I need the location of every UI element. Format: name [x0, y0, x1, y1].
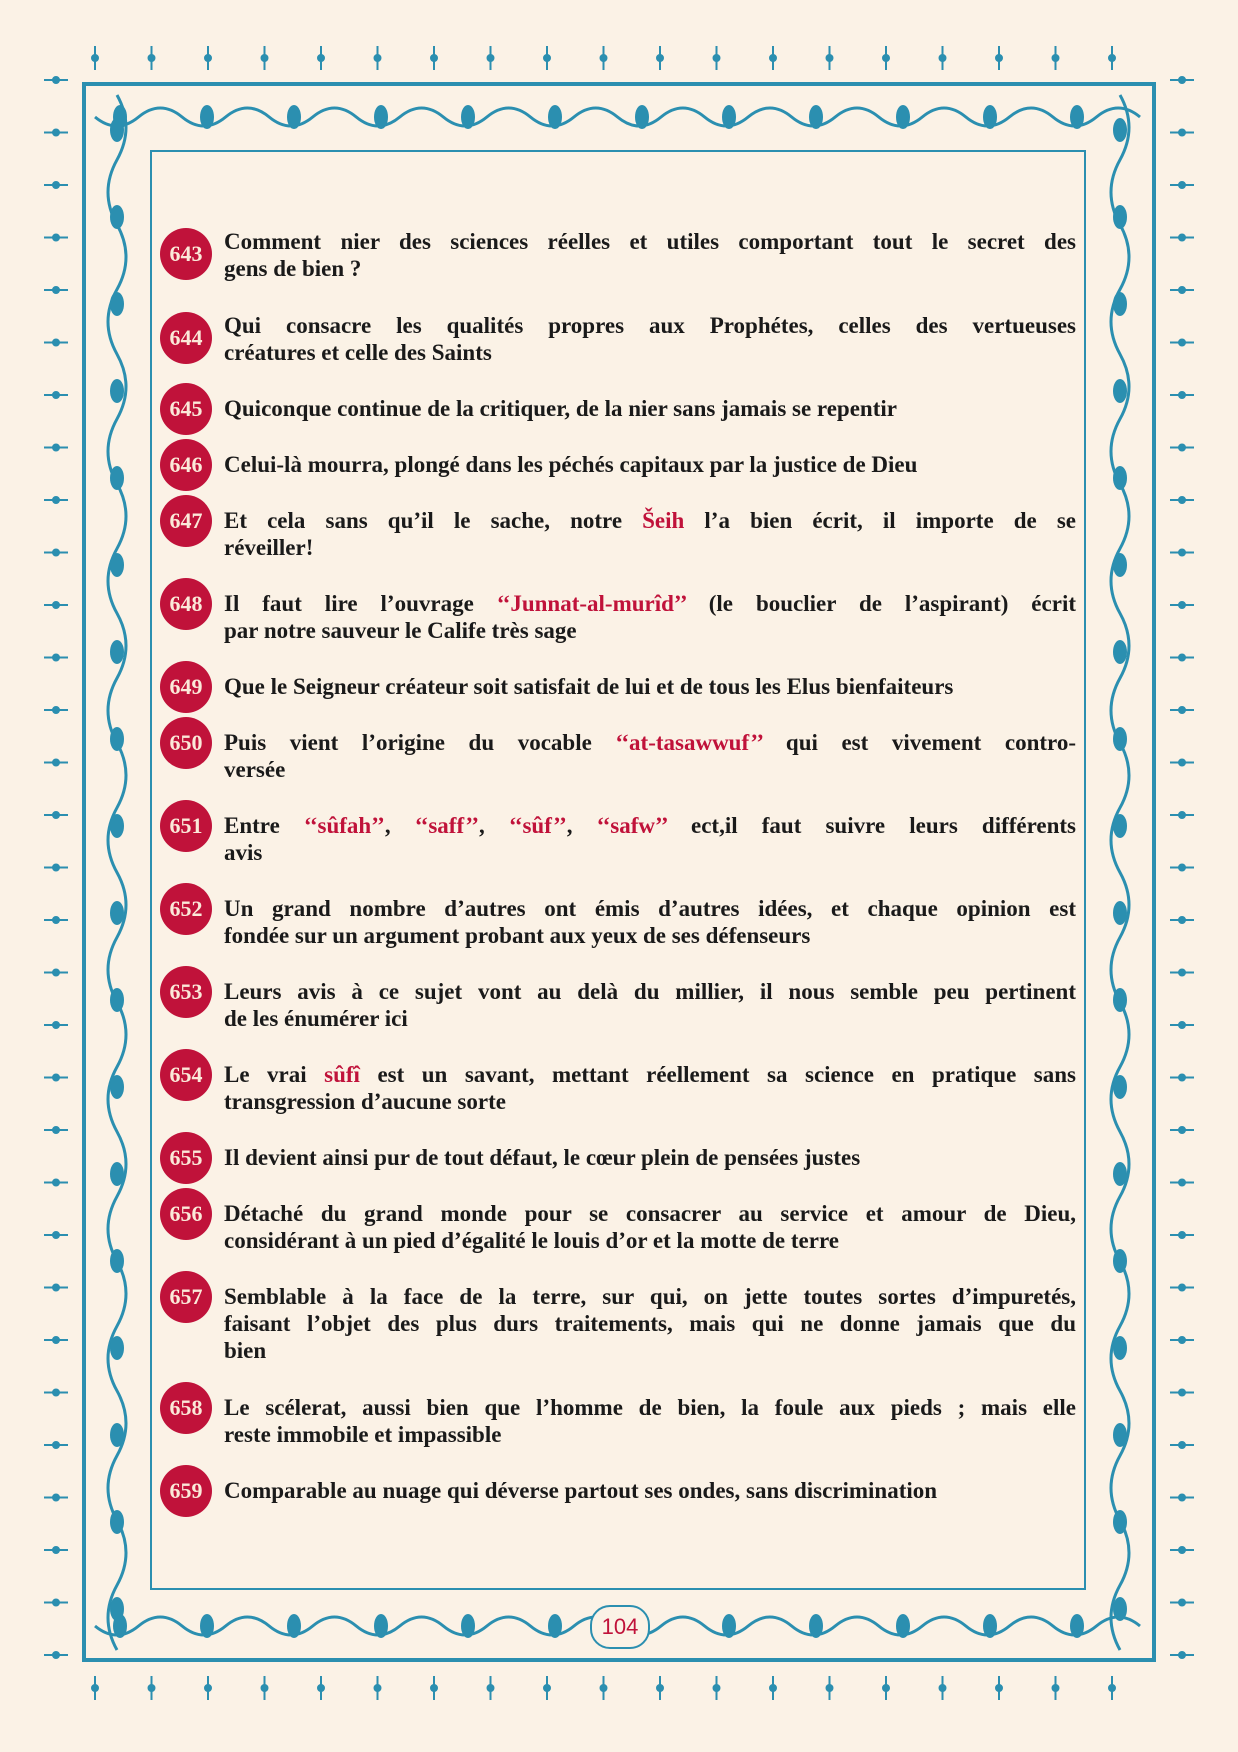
verse-line: Détaché du grand monde pour se consacrer au service et amour de Dieu,	[224, 1201, 1076, 1226]
arabic-term: Šeih	[642, 508, 685, 533]
verse-number-badge: 651	[160, 800, 212, 852]
verse-line: reste immobile et impassible	[224, 1422, 502, 1447]
verse-line: Qui consacre les qualités propres aux Prophétes, celles des vertueuses	[224, 313, 1076, 338]
page-number: 104	[590, 1605, 650, 1649]
verse-text: ect,il faut suivre leurs différents	[666, 813, 1077, 838]
verse-text: l’a bien écrit, il importe de se	[684, 508, 1076, 533]
verse-644	[160, 312, 1076, 395]
verse-643	[160, 228, 1076, 312]
book-title: ‘‘Junnat-al-murîd’’	[496, 591, 686, 616]
verse-line: Que le Seigneur créateur soit satisfait de lui et de tous les Elus bienfaiteurs	[224, 674, 954, 699]
verse-text: est un savant, mettant réellement sa science en pratique sans	[359, 1062, 1076, 1087]
verse-line: Quiconque continue de la critiquer, de la nier sans jamais se repentir	[224, 396, 897, 421]
verse-list	[160, 228, 1076, 1533]
verse-line: créatures et celle des Saints	[224, 340, 492, 365]
verse-line: réveiller!	[224, 535, 314, 560]
verse-647	[160, 507, 1076, 590]
verse-652	[160, 895, 1076, 978]
verse-line	[224, 729, 1076, 756]
verse-line	[224, 507, 1076, 534]
arabic-term: ‘‘sûf’’	[508, 813, 567, 838]
verse-653	[160, 978, 1076, 1061]
verse-line: Un grand nombre d’autres ont émis d’autres idées, et chaque opinion est	[224, 896, 1076, 921]
verse-line: Il devient ainsi pur de tout défaut, le cœur plein de pensées justes	[224, 1145, 861, 1170]
verse-659	[160, 1477, 1076, 1533]
arabic-term: ‘‘saff’’	[414, 813, 479, 838]
arabic-term: sûfî	[324, 1062, 360, 1087]
verse-656	[160, 1200, 1076, 1283]
verse-line: Leurs avis à ce sujet vont au delà du millier, il nous semble peu pertinent	[224, 979, 1076, 1004]
verse-text: (le bouclier de l’aspirant) écrit	[685, 591, 1076, 616]
verse-line: Entre ‘‘sûfah’’, ‘‘saff’’, ‘‘sûf’’, ‘‘safw’’ ect,il faut suivre leurs différents	[224, 813, 1077, 838]
verse-text: Il faut lire l’ouvrage	[224, 591, 497, 616]
verse-line	[224, 590, 1076, 617]
verse-number-badge: 654	[160, 1049, 212, 1101]
verse-line: considérant à un pied d’égalité le louis d’or et la motte de terre	[224, 1228, 839, 1253]
verse-number-badge: 648	[160, 578, 212, 630]
verse-655	[160, 1144, 1076, 1200]
verse-658	[160, 1394, 1076, 1477]
verse-text: Le vrai	[224, 1062, 325, 1087]
verse-line: Le scélerat, aussi bien que l’homme de bien, la foule aux pieds ; mais elle	[224, 1395, 1076, 1420]
verse-text: qui est vivement contro-	[762, 730, 1077, 755]
verse-line: Semblable à la face de la terre, sur qui, on jette toutes sortes d’impuretés,	[224, 1284, 1076, 1309]
verse-line: transgression d’aucune sorte	[224, 1089, 506, 1114]
verse-number-badge: 647	[160, 495, 212, 547]
verse-line: versée	[224, 757, 286, 782]
verse-number-badge: 657	[160, 1271, 212, 1323]
verse-657	[160, 1283, 1076, 1394]
verse-646	[160, 451, 1076, 507]
verse-number-badge: 646	[160, 439, 212, 491]
verse-654	[160, 1061, 1076, 1144]
verse-number-badge: 658	[160, 1382, 212, 1434]
arabic-term: ‘‘sûfah’’	[303, 813, 385, 838]
verse-line: de les énumérer ici	[224, 1006, 408, 1031]
verse-line: gens de bien ?	[224, 256, 362, 281]
verse-line: Celui-là mourra, plongé dans les péchés capitaux par la justice de Dieu	[224, 452, 918, 477]
verse-line: fondée sur un argument probant aux yeux de ses défenseurs	[224, 923, 811, 948]
verse-number-badge: 644	[160, 312, 212, 364]
verse-650	[160, 729, 1076, 812]
verse-line: Comment nier des sciences réelles et utiles comportant tout le secret des	[224, 229, 1076, 254]
verse-649	[160, 673, 1076, 729]
verse-651	[160, 812, 1076, 895]
verse-number-badge: 653	[160, 966, 212, 1018]
verse-number-badge: 655	[160, 1132, 212, 1184]
verse-number-badge: 650	[160, 717, 212, 769]
verse-line: avis	[224, 840, 263, 865]
verse-line: faisant l’objet des plus durs traitements, mais qui ne donne jamais que du	[224, 1311, 1076, 1336]
verse-number-badge: 645	[160, 383, 212, 435]
verse-645	[160, 395, 1076, 451]
arabic-term: ‘‘at-tasawwuf’’	[615, 730, 763, 755]
verse-648	[160, 590, 1076, 673]
verse-text: Et cela sans qu’il le sache, notre	[224, 508, 643, 533]
verse-number-badge: 656	[160, 1188, 212, 1240]
verse-line: par notre sauveur le Calife très sage	[224, 618, 577, 643]
verse-line	[224, 1061, 1076, 1088]
verse-number-badge: 659	[160, 1465, 212, 1517]
verse-number-badge: 649	[160, 661, 212, 713]
verse-line: Comparable au nuage qui déverse partout ses ondes, sans discrimination	[224, 1478, 938, 1503]
verse-line: bien	[224, 1338, 267, 1363]
verse-text: Entre	[224, 813, 304, 838]
verse-number-badge: 652	[160, 883, 212, 935]
verse-number-badge: 643	[160, 228, 212, 280]
verse-text: Puis vient l’origine du vocable	[224, 730, 616, 755]
arabic-term: ‘‘safw’’	[596, 813, 667, 838]
